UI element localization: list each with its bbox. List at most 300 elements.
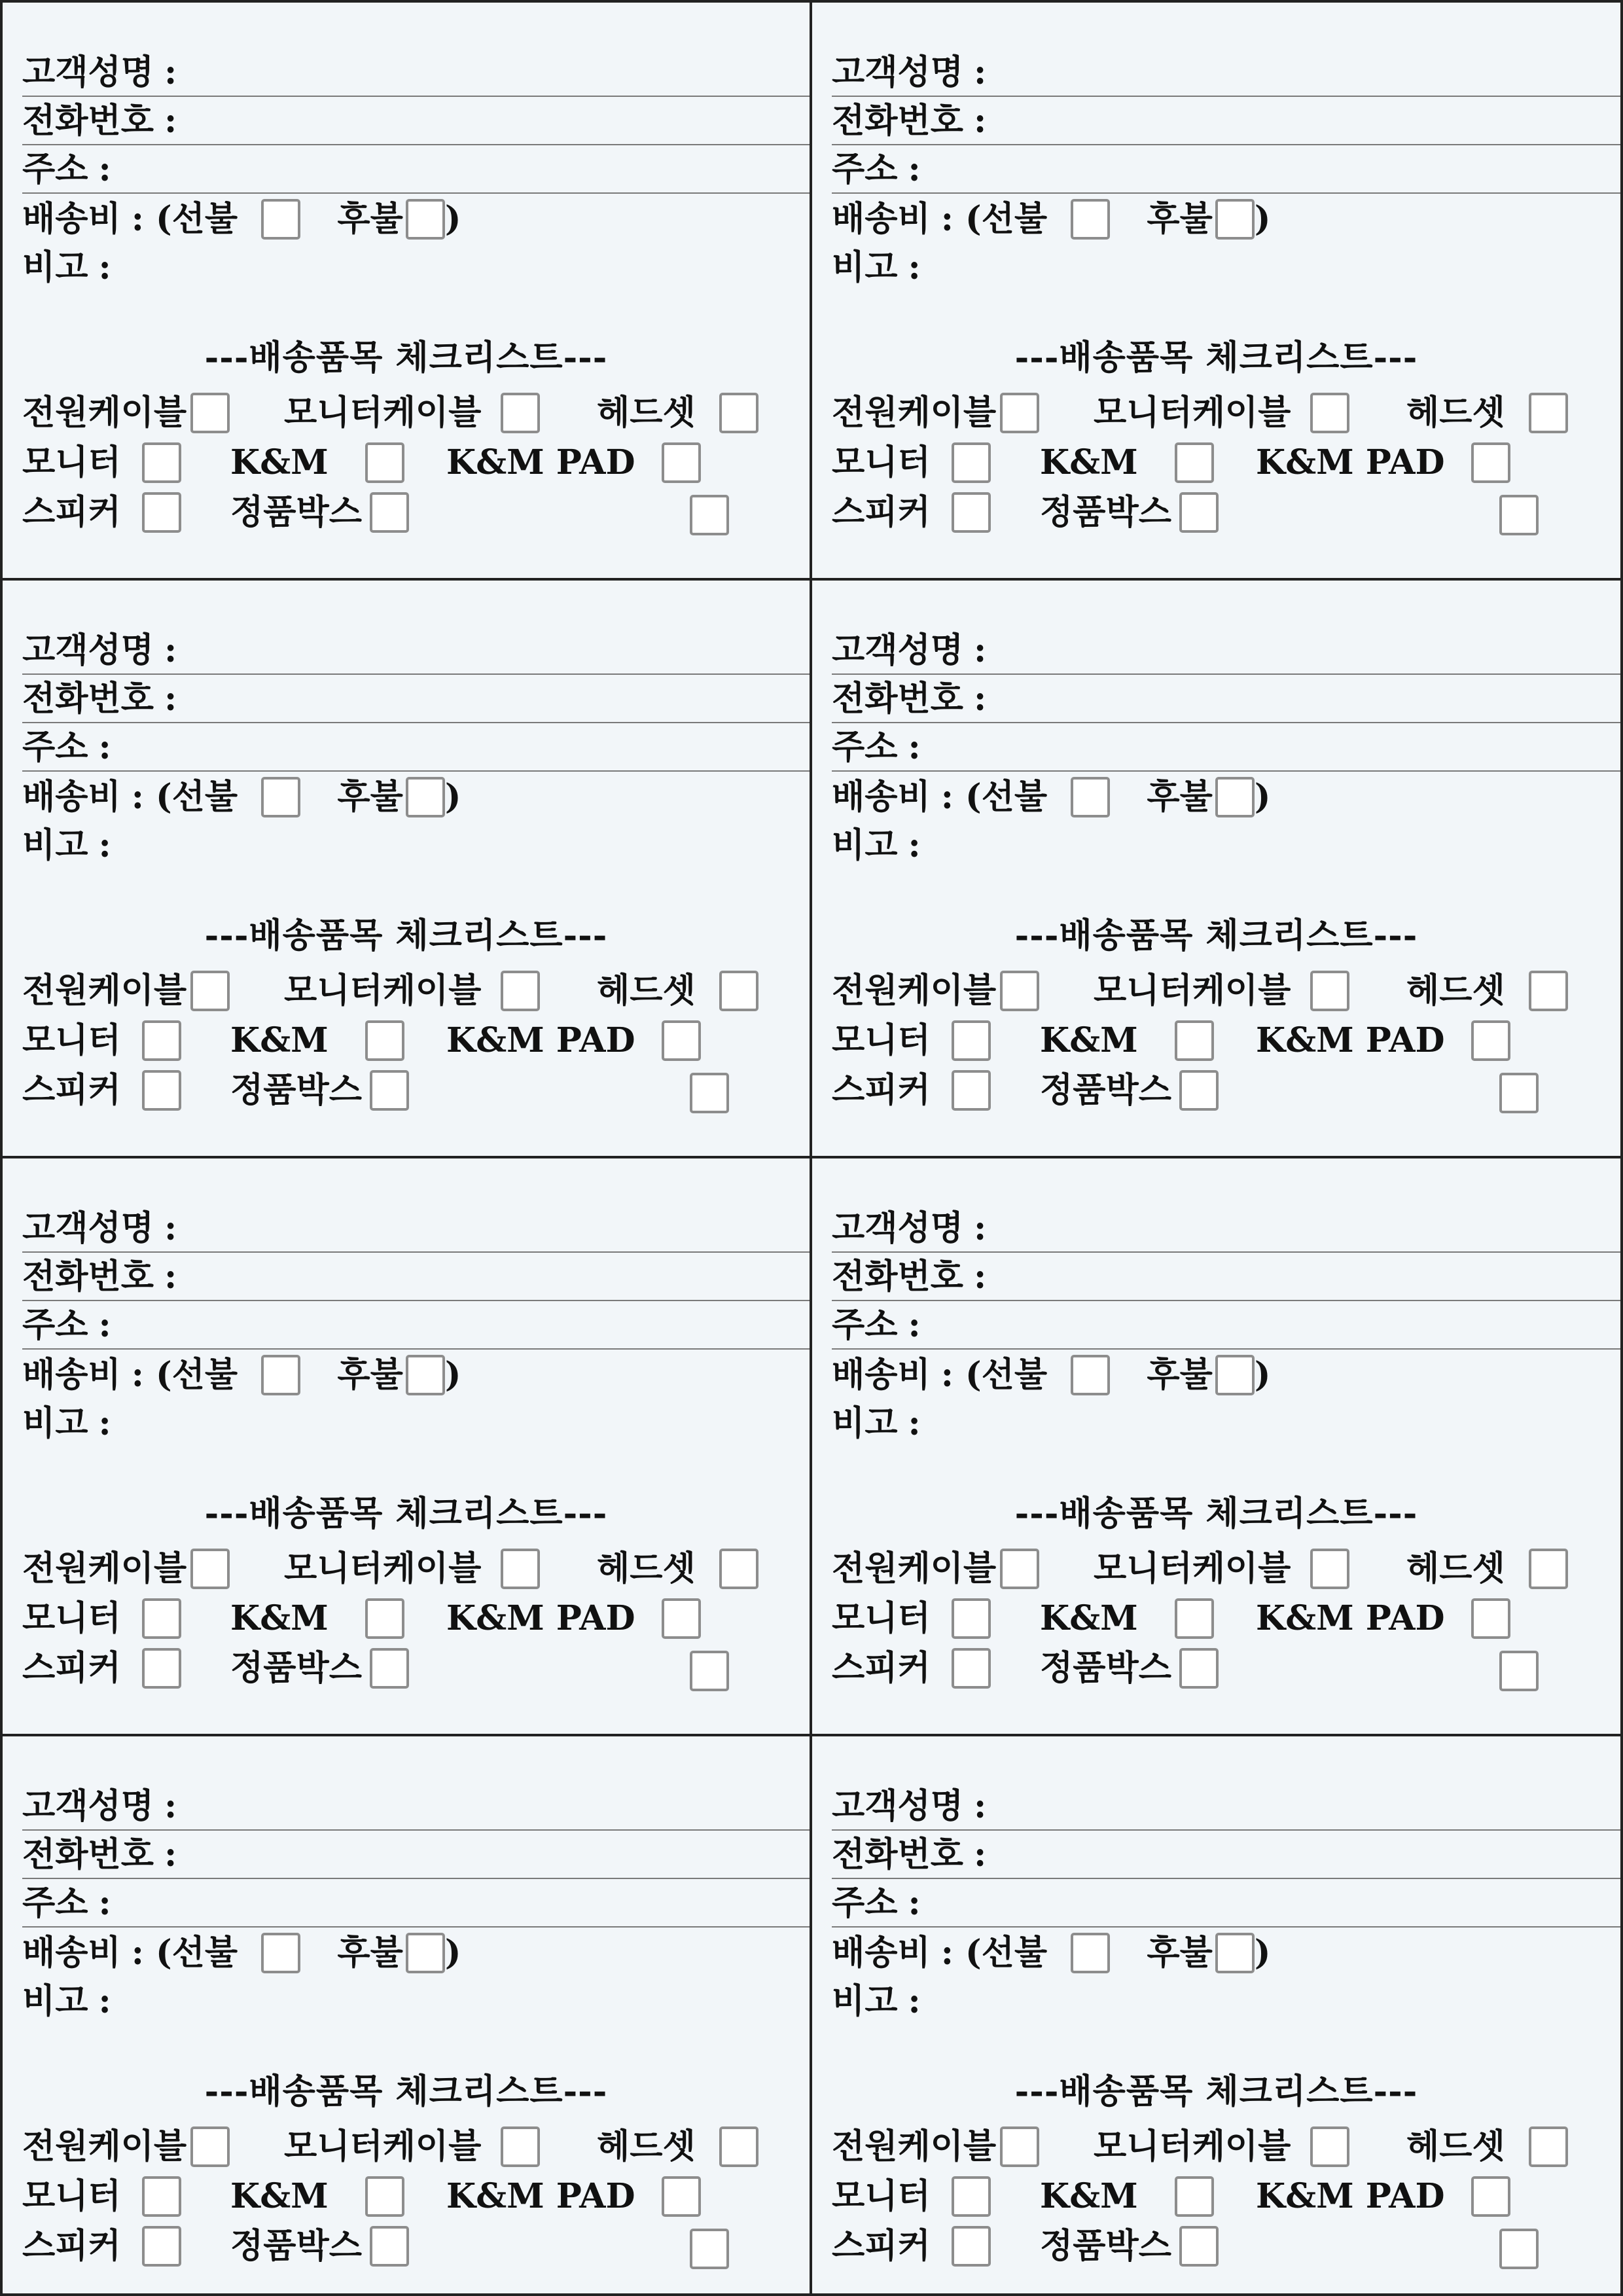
km-pad-checkbox[interactable]	[662, 2176, 701, 2217]
km-pad-label: K&M PAD	[446, 1020, 635, 1060]
extra-item-checkbox[interactable]	[1499, 2229, 1539, 2269]
note-label: 비고	[832, 1403, 898, 1443]
checklist-item-km	[230, 2172, 404, 2221]
km-checkbox[interactable]	[1175, 2176, 1214, 2217]
checklist-item-power-cable	[832, 967, 1039, 1015]
shipping-fee-label: 배송비	[22, 1933, 121, 1973]
checklist-item-monitor-cable	[284, 389, 540, 437]
address-label: 주소	[22, 149, 88, 189]
km-pad-label: K&M PAD	[1256, 2176, 1445, 2216]
colon: :	[973, 679, 987, 719]
shipping-slip-r4-c1	[0, 1734, 810, 2296]
monitor-checkbox[interactable]	[142, 1020, 181, 1061]
speaker-label: 스피커	[22, 2226, 121, 2266]
checklist-title: ---배송품목 체크리스트---	[1014, 2072, 1418, 2111]
prepaid-checkbox[interactable]	[261, 1933, 300, 1973]
phone-label: 전화번호	[832, 101, 963, 141]
speaker-label: 스피커	[832, 1648, 931, 1688]
colon: :	[908, 825, 921, 865]
close-paren: )	[444, 1933, 461, 1973]
monitor-label: 모니터	[22, 1598, 121, 1638]
address-field[interactable]	[832, 1879, 1620, 1928]
note-field[interactable]	[832, 1977, 1620, 2026]
monitor-cable-label: 모니터케이블	[1094, 1549, 1291, 1588]
original-box-checkbox[interactable]	[370, 1070, 409, 1111]
checklist-item-power-cable	[832, 389, 1039, 437]
extra-item-slot	[690, 1073, 729, 1113]
customer-name-field[interactable]	[22, 626, 810, 675]
speaker-label: 스피커	[832, 492, 931, 532]
power-cable-label: 전원케이블	[832, 971, 997, 1011]
customer-name-field[interactable]	[832, 1204, 1620, 1253]
power-cable-label: 전원케이블	[22, 393, 187, 433]
checklist-item-km-pad	[446, 2172, 701, 2221]
km-checkbox[interactable]	[365, 442, 404, 483]
speaker-checkbox[interactable]	[142, 1648, 181, 1689]
postpaid-checkbox[interactable]	[1215, 1933, 1255, 1973]
shipping-fee-label: 배송비	[22, 777, 121, 817]
address-field[interactable]	[22, 723, 810, 772]
power-cable-checkbox[interactable]	[1000, 393, 1039, 433]
customer-name-field[interactable]	[22, 1204, 810, 1253]
colon: :	[98, 1883, 111, 1923]
km-pad-label: K&M PAD	[1256, 1020, 1445, 1060]
monitor-cable-label: 모니터케이블	[284, 393, 482, 433]
original-box-checkbox[interactable]	[1179, 1648, 1219, 1689]
note-field[interactable]	[832, 243, 1620, 292]
colon: :	[164, 1786, 177, 1826]
colon: :	[164, 52, 177, 92]
prepaid-checkbox[interactable]	[1071, 777, 1110, 817]
checklist-item-km	[230, 1016, 404, 1065]
checklist-item-original-box	[230, 1644, 409, 1693]
checklist-item-headset	[597, 2123, 758, 2171]
speaker-label: 스피커	[22, 492, 121, 532]
headset-checkbox[interactable]	[1529, 393, 1568, 433]
colon: :	[973, 1208, 987, 1248]
checklist-item-speaker	[22, 488, 181, 537]
extra-item-checkbox[interactable]	[690, 1651, 729, 1691]
km-checkbox[interactable]	[365, 1020, 404, 1061]
postpaid-label: 후불	[1147, 199, 1213, 239]
shipping-fee-label: 배송비	[832, 1355, 931, 1395]
postpaid-label: 후불	[337, 1355, 403, 1395]
monitor-checkbox[interactable]	[952, 2176, 991, 2217]
shipping-fee-field	[832, 773, 1620, 821]
colon: :	[98, 727, 111, 767]
shipping-slip-r1-c2	[810, 0, 1623, 578]
prepaid-checkbox[interactable]	[1071, 1933, 1110, 1973]
postpaid-checkbox[interactable]	[406, 1933, 445, 1973]
km-pad-checkbox[interactable]	[662, 1598, 701, 1639]
address-field[interactable]	[22, 1301, 810, 1350]
checklist-item-km	[1040, 439, 1214, 487]
shipping-fee-label: 배송비	[832, 1933, 931, 1973]
headset-checkbox[interactable]	[719, 1549, 758, 1589]
colon: :	[98, 1981, 111, 2021]
note-label: 비고	[832, 825, 898, 865]
power-cable-checkbox[interactable]	[190, 2126, 230, 2167]
speaker-checkbox[interactable]	[142, 1070, 181, 1111]
km-label: K&M	[1040, 1020, 1138, 1060]
note-field[interactable]	[832, 821, 1620, 870]
checklist-item-power-cable	[22, 2123, 230, 2171]
power-cable-checkbox[interactable]	[190, 971, 230, 1011]
km-pad-checkbox[interactable]	[662, 442, 701, 483]
postpaid-label: 후불	[337, 777, 403, 817]
phone-field[interactable]	[22, 97, 810, 145]
km-pad-checkbox[interactable]	[1471, 2176, 1510, 2217]
original-box-label: 정품박스	[1040, 492, 1171, 532]
colon: :	[164, 1208, 177, 1248]
km-pad-checkbox[interactable]	[662, 1020, 701, 1061]
address-label: 주소	[832, 1883, 898, 1923]
checklist-item-km-pad	[1256, 2172, 1510, 2221]
original-box-checkbox[interactable]	[370, 492, 409, 533]
colon: :	[940, 199, 954, 239]
monitor-checkbox[interactable]	[142, 442, 181, 483]
note-field[interactable]	[832, 1399, 1620, 1448]
postpaid-checkbox[interactable]	[1215, 199, 1255, 240]
checklist-item-monitor	[832, 1594, 991, 1643]
checklist-item-monitor-cable	[284, 1545, 540, 1593]
prepaid-label: (선불	[965, 1933, 1048, 1973]
customer-name-label: 고객성명	[832, 1786, 963, 1826]
extra-item-slot	[690, 495, 729, 535]
phone-field[interactable]	[22, 675, 810, 723]
colon: :	[131, 1355, 144, 1395]
phone-field[interactable]	[22, 1253, 810, 1301]
power-cable-checkbox[interactable]	[1000, 971, 1039, 1011]
km-label: K&M	[1040, 2176, 1138, 2216]
monitor-cable-checkbox[interactable]	[1310, 393, 1349, 433]
checklist-item-monitor-cable	[1094, 2123, 1349, 2171]
monitor-checkbox[interactable]	[952, 1598, 991, 1639]
checklist-item-km	[230, 439, 404, 487]
headset-checkbox[interactable]	[719, 2126, 758, 2167]
km-pad-label: K&M PAD	[446, 1598, 635, 1638]
headset-label: 헤드셋	[597, 1549, 696, 1588]
km-label: K&M	[230, 442, 329, 482]
checklist-item-monitor	[22, 1016, 181, 1065]
customer-name-field[interactable]	[22, 48, 810, 97]
checklist-item-km-pad	[1256, 439, 1510, 487]
original-box-label: 정품박스	[1040, 1648, 1171, 1688]
km-pad-checkbox[interactable]	[1471, 1598, 1510, 1639]
shipping-slip-r2-c2	[810, 578, 1623, 1156]
postpaid-checkbox[interactable]	[406, 1355, 445, 1395]
colon: :	[164, 679, 177, 719]
colon: :	[164, 101, 177, 141]
extra-item-slot	[1499, 2229, 1539, 2269]
checklist-item-monitor	[832, 439, 991, 487]
colon: :	[164, 630, 177, 670]
checklist-item-monitor	[22, 439, 181, 487]
km-pad-checkbox[interactable]	[1471, 442, 1510, 483]
original-box-label: 정품박스	[230, 2226, 362, 2266]
colon: :	[98, 825, 111, 865]
colon: :	[98, 1305, 111, 1345]
close-paren: )	[1254, 777, 1271, 817]
checklist-item-monitor-cable	[284, 2123, 540, 2171]
km-label: K&M	[1040, 442, 1138, 482]
checklist-item-km	[1040, 1594, 1214, 1643]
prepaid-checkbox[interactable]	[1071, 199, 1110, 240]
colon: :	[973, 1257, 987, 1297]
phone-label: 전화번호	[832, 1835, 963, 1874]
original-box-checkbox[interactable]	[1179, 1070, 1219, 1111]
monitor-label: 모니터	[832, 1020, 931, 1060]
customer-name-field[interactable]	[22, 1782, 810, 1831]
extra-item-slot	[690, 1651, 729, 1691]
km-label: K&M	[230, 1020, 329, 1060]
headset-checkbox[interactable]	[1529, 2126, 1568, 2167]
note-field[interactable]	[22, 243, 810, 292]
customer-name-field[interactable]	[832, 48, 1620, 97]
monitor-checkbox[interactable]	[952, 1020, 991, 1061]
postpaid-checkbox[interactable]	[1215, 777, 1255, 817]
address-field[interactable]	[832, 1301, 1620, 1350]
shipping-slip-r1-c1	[0, 0, 810, 578]
colon: :	[973, 1786, 987, 1826]
monitor-checkbox[interactable]	[142, 2176, 181, 2217]
address-label: 주소	[832, 149, 898, 189]
checklist-item-monitor-cable	[1094, 1545, 1349, 1593]
shipping-slip-r4-c2	[810, 1734, 1623, 2296]
colon: :	[940, 777, 954, 817]
extra-item-slot	[1499, 1651, 1539, 1691]
power-cable-label: 전원케이블	[22, 971, 187, 1011]
checklist-item-headset	[597, 389, 758, 437]
close-paren: )	[444, 777, 461, 817]
original-box-label: 정품박스	[230, 492, 362, 532]
km-pad-label: K&M PAD	[1256, 1598, 1445, 1638]
original-box-checkbox[interactable]	[1179, 492, 1219, 533]
power-cable-label: 전원케이블	[22, 1549, 187, 1588]
monitor-cable-checkbox[interactable]	[501, 1549, 540, 1589]
monitor-cable-label: 모니터케이블	[284, 971, 482, 1011]
postpaid-label: 후불	[337, 199, 403, 239]
address-field[interactable]	[22, 145, 810, 194]
headset-label: 헤드셋	[597, 2126, 696, 2166]
postpaid-label: 후불	[1147, 777, 1213, 817]
monitor-cable-checkbox[interactable]	[501, 971, 540, 1011]
prepaid-label: (선불	[965, 777, 1048, 817]
prepaid-label: (선불	[156, 777, 238, 817]
customer-name-label: 고객성명	[832, 630, 963, 670]
postpaid-checkbox[interactable]	[406, 199, 445, 240]
speaker-checkbox[interactable]	[952, 1648, 991, 1689]
headset-checkbox[interactable]	[1529, 1549, 1568, 1589]
prepaid-checkbox[interactable]	[1071, 1355, 1110, 1395]
close-paren: )	[1254, 1933, 1271, 1973]
note-label: 비고	[832, 247, 898, 287]
headset-checkbox[interactable]	[719, 393, 758, 433]
extra-item-checkbox[interactable]	[1499, 1073, 1539, 1113]
speaker-checkbox[interactable]	[952, 1070, 991, 1111]
phone-field[interactable]	[22, 1831, 810, 1879]
original-box-label: 정품박스	[1040, 2226, 1171, 2266]
colon: :	[908, 727, 921, 767]
checklist-item-original-box	[230, 2222, 409, 2270]
monitor-cable-label: 모니터케이블	[1094, 971, 1291, 1011]
km-checkbox[interactable]	[365, 1598, 404, 1639]
headset-checkbox[interactable]	[1529, 971, 1568, 1011]
note-label: 비고	[22, 1981, 88, 2021]
power-cable-checkbox[interactable]	[1000, 1549, 1039, 1589]
km-checkbox[interactable]	[365, 2176, 404, 2217]
checklist-item-km-pad	[1256, 1016, 1510, 1065]
customer-name-field[interactable]	[832, 1782, 1620, 1831]
address-label: 주소	[22, 1883, 88, 1923]
address-label: 주소	[22, 1305, 88, 1345]
original-box-checkbox[interactable]	[1179, 2226, 1219, 2267]
shipping-fee-field	[22, 773, 810, 821]
checklist-title: ---배송품목 체크리스트---	[204, 916, 608, 956]
extra-item-checkbox[interactable]	[1499, 495, 1539, 535]
extra-item-checkbox[interactable]	[690, 1073, 729, 1113]
extra-item-checkbox[interactable]	[690, 2229, 729, 2269]
shipping-fee-field	[22, 1351, 810, 1399]
monitor-label: 모니터	[832, 442, 931, 482]
power-cable-checkbox[interactable]	[190, 1549, 230, 1589]
checklist-item-km-pad	[1256, 1594, 1510, 1643]
note-field[interactable]	[22, 821, 810, 870]
monitor-checkbox[interactable]	[952, 442, 991, 483]
checklist-item-km	[1040, 1016, 1214, 1065]
colon: :	[98, 247, 111, 287]
prepaid-label: (선불	[156, 199, 238, 239]
checklist-item-speaker	[832, 1644, 991, 1693]
km-pad-label: K&M PAD	[446, 442, 635, 482]
colon: :	[973, 52, 987, 92]
speaker-checkbox[interactable]	[142, 2226, 181, 2267]
checklist-item-headset	[597, 967, 758, 1015]
checklist-title: ---배송품목 체크리스트---	[204, 2072, 608, 2111]
colon: :	[131, 199, 144, 239]
checklist-item-km	[1040, 2172, 1214, 2221]
colon: :	[98, 149, 111, 189]
note-field[interactable]	[22, 1399, 810, 1448]
checklist-item-headset	[597, 1545, 758, 1593]
shipping-fee-field	[832, 1351, 1620, 1399]
km-pad-checkbox[interactable]	[1471, 1020, 1510, 1061]
close-paren: )	[1254, 1355, 1271, 1395]
monitor-cable-label: 모니터케이블	[284, 2126, 482, 2166]
address-field[interactable]	[22, 1879, 810, 1928]
speaker-checkbox[interactable]	[142, 492, 181, 533]
postpaid-checkbox[interactable]	[1215, 1355, 1255, 1395]
prepaid-checkbox[interactable]	[261, 199, 300, 240]
address-field[interactable]	[832, 145, 1620, 194]
km-checkbox[interactable]	[1175, 442, 1214, 483]
prepaid-label: (선불	[156, 1355, 238, 1395]
colon: :	[908, 1403, 921, 1443]
colon: :	[164, 1835, 177, 1874]
shipping-slip-r2-c1	[0, 578, 810, 1156]
speaker-checkbox[interactable]	[952, 2226, 991, 2267]
checklist-item-headset	[1406, 2123, 1568, 2171]
monitor-label: 모니터	[22, 442, 121, 482]
customer-name-field[interactable]	[832, 626, 1620, 675]
power-cable-checkbox[interactable]	[1000, 2126, 1039, 2167]
headset-label: 헤드셋	[597, 971, 696, 1011]
checklist-item-monitor-cable	[1094, 389, 1349, 437]
colon: :	[973, 630, 987, 670]
checklist-item-speaker	[832, 2222, 991, 2270]
headset-label: 헤드셋	[1406, 2126, 1505, 2166]
original-box-label: 정품박스	[230, 1648, 362, 1688]
extra-item-checkbox[interactable]	[1499, 1651, 1539, 1691]
shipping-fee-label: 배송비	[22, 199, 121, 239]
shipping-fee-field	[22, 195, 810, 243]
close-paren: )	[1254, 199, 1271, 239]
colon: :	[908, 1883, 921, 1923]
extra-item-checkbox[interactable]	[690, 495, 729, 535]
phone-field[interactable]	[832, 1831, 1620, 1879]
original-box-label: 정품박스	[1040, 1070, 1171, 1110]
checklist-item-original-box	[1040, 1066, 1219, 1115]
customer-name-label: 고객성명	[22, 630, 154, 670]
close-paren: )	[444, 1355, 461, 1395]
address-field[interactable]	[832, 723, 1620, 772]
headset-checkbox[interactable]	[719, 971, 758, 1011]
postpaid-checkbox[interactable]	[406, 777, 445, 817]
checklist-item-headset	[1406, 1545, 1568, 1593]
customer-name-label: 고객성명	[22, 1786, 154, 1826]
headset-label: 헤드셋	[1406, 1549, 1505, 1588]
km-label: K&M	[230, 1598, 329, 1638]
close-paren: )	[444, 199, 461, 239]
address-label: 주소	[832, 727, 898, 767]
checklist-item-power-cable	[832, 2123, 1039, 2171]
phone-field[interactable]	[832, 1253, 1620, 1301]
note-field[interactable]	[22, 1977, 810, 2026]
power-cable-label: 전원케이블	[832, 2126, 997, 2166]
monitor-cable-checkbox[interactable]	[501, 2126, 540, 2167]
monitor-cable-checkbox[interactable]	[1310, 1549, 1349, 1589]
speaker-checkbox[interactable]	[952, 492, 991, 533]
km-pad-label: K&M PAD	[1256, 442, 1445, 482]
km-checkbox[interactable]	[1175, 1020, 1214, 1061]
prepaid-checkbox[interactable]	[261, 1355, 300, 1395]
monitor-cable-label: 모니터케이블	[284, 1549, 482, 1588]
checklist-item-power-cable	[22, 1545, 230, 1593]
shipping-fee-field	[832, 1929, 1620, 1977]
shipping-fee-field	[22, 1929, 810, 1977]
monitor-cable-checkbox[interactable]	[1310, 2126, 1349, 2167]
phone-label: 전화번호	[22, 1257, 154, 1297]
original-box-checkbox[interactable]	[370, 2226, 409, 2267]
phone-field[interactable]	[832, 97, 1620, 145]
checklist-item-km-pad	[446, 1016, 701, 1065]
original-box-checkbox[interactable]	[370, 1648, 409, 1689]
power-cable-checkbox[interactable]	[190, 393, 230, 433]
monitor-cable-checkbox[interactable]	[501, 393, 540, 433]
checklist-item-monitor-cable	[284, 967, 540, 1015]
km-label: K&M	[1040, 1598, 1138, 1638]
colon: :	[131, 777, 144, 817]
km-checkbox[interactable]	[1175, 1598, 1214, 1639]
phone-field[interactable]	[832, 675, 1620, 723]
monitor-label: 모니터	[22, 1020, 121, 1060]
monitor-checkbox[interactable]	[142, 1598, 181, 1639]
prepaid-checkbox[interactable]	[261, 777, 300, 817]
power-cable-label: 전원케이블	[22, 2126, 187, 2166]
monitor-cable-checkbox[interactable]	[1310, 971, 1349, 1011]
checklist-item-headset	[1406, 389, 1568, 437]
monitor-label: 모니터	[22, 2176, 121, 2216]
